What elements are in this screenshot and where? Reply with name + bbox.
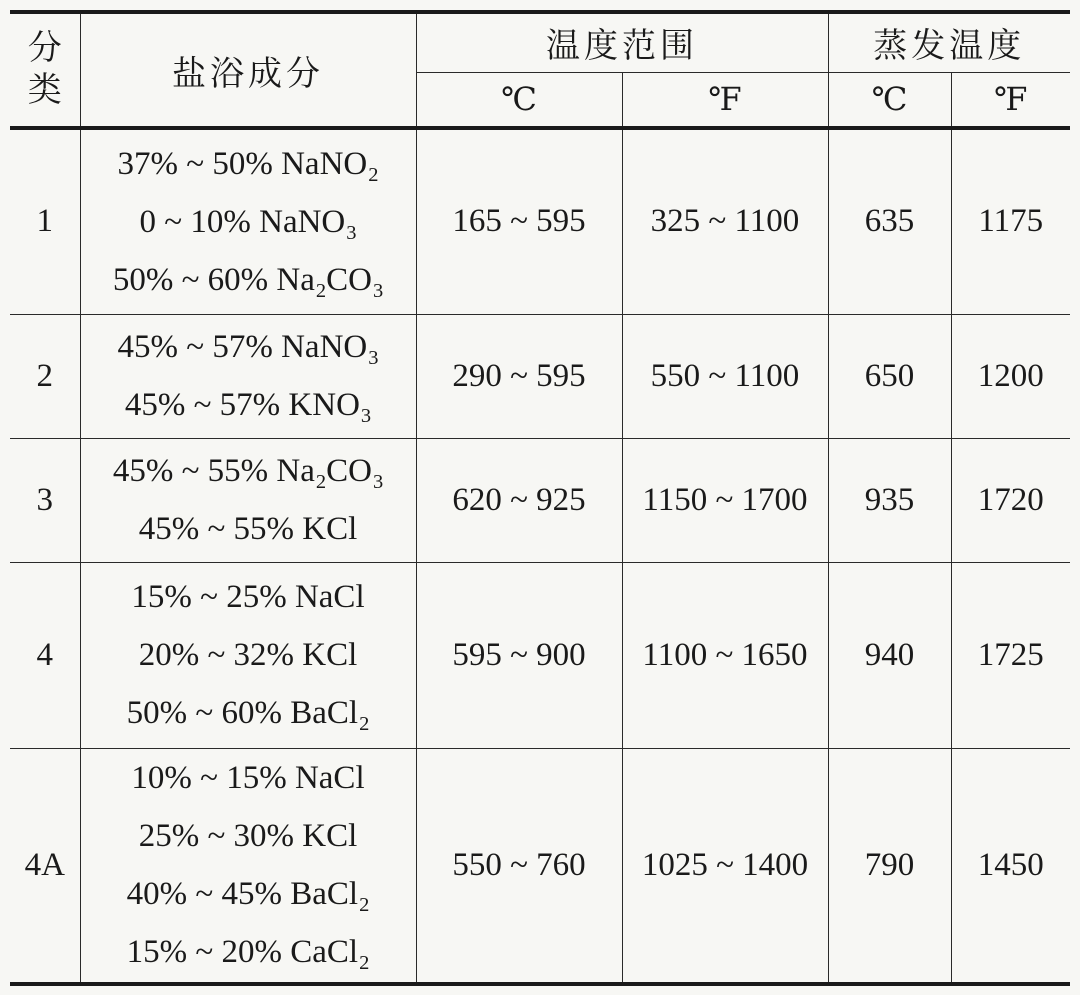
composition-text: 15% ~ 25% NaCl bbox=[131, 579, 365, 615]
composition-text: 37% ~ 50% NaNO bbox=[117, 145, 368, 182]
composition-text: 25% ~ 30% KCl bbox=[138, 818, 358, 855]
range-fahrenheit-cell: 1100 ~ 1650 bbox=[622, 562, 828, 748]
subscript: 2 bbox=[359, 713, 370, 736]
subscript: 3 bbox=[360, 405, 372, 428]
table-row bbox=[10, 314, 1070, 438]
composition-text: 45% ~ 57% KNO bbox=[124, 387, 360, 423]
header-temperature-range: 温度范围 bbox=[416, 12, 828, 72]
composition-text: 0 ~ 10% NaNO bbox=[139, 203, 346, 240]
evap-celsius-cell: 940 bbox=[828, 562, 951, 748]
composition-cell bbox=[80, 748, 416, 984]
header-category-char-2: 类 bbox=[27, 72, 62, 109]
composition-line bbox=[81, 684, 416, 742]
category-cell: 4 bbox=[10, 562, 80, 748]
header-evap-celsius: ℃ bbox=[828, 72, 951, 128]
header-category bbox=[10, 12, 80, 128]
table-row bbox=[10, 438, 1070, 562]
table-row bbox=[10, 128, 1070, 314]
evap-celsius-cell: 650 bbox=[828, 314, 951, 438]
header-row-top bbox=[10, 12, 1070, 72]
range-celsius-cell: 290 ~ 595 bbox=[416, 314, 622, 438]
composition-text: 40% ~ 45% BaCl bbox=[126, 876, 359, 913]
composition-line bbox=[81, 193, 416, 251]
subscript: 2 bbox=[315, 471, 327, 494]
category-cell: 1 bbox=[10, 128, 80, 314]
header-range-celsius: ℃ bbox=[416, 72, 622, 128]
range-celsius-cell: 165 ~ 595 bbox=[416, 128, 622, 314]
composition-cell bbox=[80, 562, 416, 748]
header-evaporation-temperature: 蒸发温度 bbox=[828, 12, 1070, 72]
category-cell: 3 bbox=[10, 438, 80, 562]
table-row bbox=[10, 748, 1070, 984]
evap-fahrenheit-cell: 1175 bbox=[951, 128, 1070, 314]
range-fahrenheit-cell: 1025 ~ 1400 bbox=[622, 748, 828, 984]
composition-text: 50% ~ 60% BaCl bbox=[126, 695, 359, 731]
composition-text: 15% ~ 20% CaCl bbox=[126, 934, 359, 971]
subscript: 2 bbox=[315, 279, 327, 302]
composition-text: 10% ~ 15% NaCl bbox=[131, 760, 365, 797]
table-body bbox=[10, 128, 1070, 984]
range-celsius-cell: 595 ~ 900 bbox=[416, 562, 622, 748]
header-composition: 盐浴成分 bbox=[80, 12, 416, 128]
evap-fahrenheit-cell: 1725 bbox=[951, 562, 1070, 748]
composition-line bbox=[81, 500, 416, 558]
category-cell: 4A bbox=[10, 748, 80, 984]
composition-text: CO bbox=[326, 453, 372, 489]
header-evap-fahrenheit: ℉ bbox=[951, 72, 1070, 128]
composition-line bbox=[81, 923, 416, 981]
evap-fahrenheit-cell: 1720 bbox=[951, 438, 1070, 562]
composition-text: CO bbox=[326, 261, 372, 298]
composition-text: 45% ~ 55% Na bbox=[112, 453, 315, 489]
composition-line bbox=[81, 807, 416, 865]
composition-line bbox=[81, 865, 416, 923]
composition-line bbox=[81, 251, 416, 309]
table-row bbox=[10, 562, 1070, 748]
composition-line bbox=[81, 626, 416, 684]
header-category-char-1: 分 bbox=[27, 30, 62, 67]
evap-celsius-cell: 790 bbox=[828, 748, 951, 984]
range-fahrenheit-cell: 325 ~ 1100 bbox=[622, 128, 828, 314]
composition-text: 20% ~ 32% KCl bbox=[138, 637, 358, 673]
subscript: 2 bbox=[359, 894, 370, 917]
composition-cell bbox=[80, 314, 416, 438]
evap-fahrenheit-cell: 1450 bbox=[951, 748, 1070, 984]
range-fahrenheit-cell: 550 ~ 1100 bbox=[622, 314, 828, 438]
evap-fahrenheit-cell: 1200 bbox=[951, 314, 1070, 438]
subscript: 3 bbox=[372, 471, 384, 494]
evap-celsius-cell: 635 bbox=[828, 128, 951, 314]
evap-celsius-cell: 935 bbox=[828, 438, 951, 562]
category-cell: 2 bbox=[10, 314, 80, 438]
subscript: 3 bbox=[346, 221, 357, 244]
composition-line bbox=[81, 749, 416, 807]
composition-cell bbox=[80, 128, 416, 314]
composition-line bbox=[81, 568, 416, 626]
composition-text: 45% ~ 57% NaNO bbox=[117, 329, 368, 365]
subscript: 2 bbox=[368, 163, 379, 186]
composition-text: 50% ~ 60% Na bbox=[112, 261, 315, 298]
composition-text: 45% ~ 55% KCl bbox=[138, 511, 358, 547]
salt-bath-table bbox=[10, 10, 1070, 986]
header-range-fahrenheit: ℉ bbox=[622, 72, 828, 128]
composition-line bbox=[81, 376, 416, 434]
range-fahrenheit-cell: 1150 ~ 1700 bbox=[622, 438, 828, 562]
composition-line bbox=[81, 135, 416, 193]
composition-cell bbox=[80, 438, 416, 562]
subscript: 2 bbox=[359, 952, 370, 975]
range-celsius-cell: 550 ~ 760 bbox=[416, 748, 622, 984]
composition-line bbox=[81, 442, 416, 500]
range-celsius-cell: 620 ~ 925 bbox=[416, 438, 622, 562]
composition-line bbox=[81, 318, 416, 376]
subscript: 3 bbox=[372, 279, 384, 302]
subscript: 3 bbox=[368, 347, 379, 370]
